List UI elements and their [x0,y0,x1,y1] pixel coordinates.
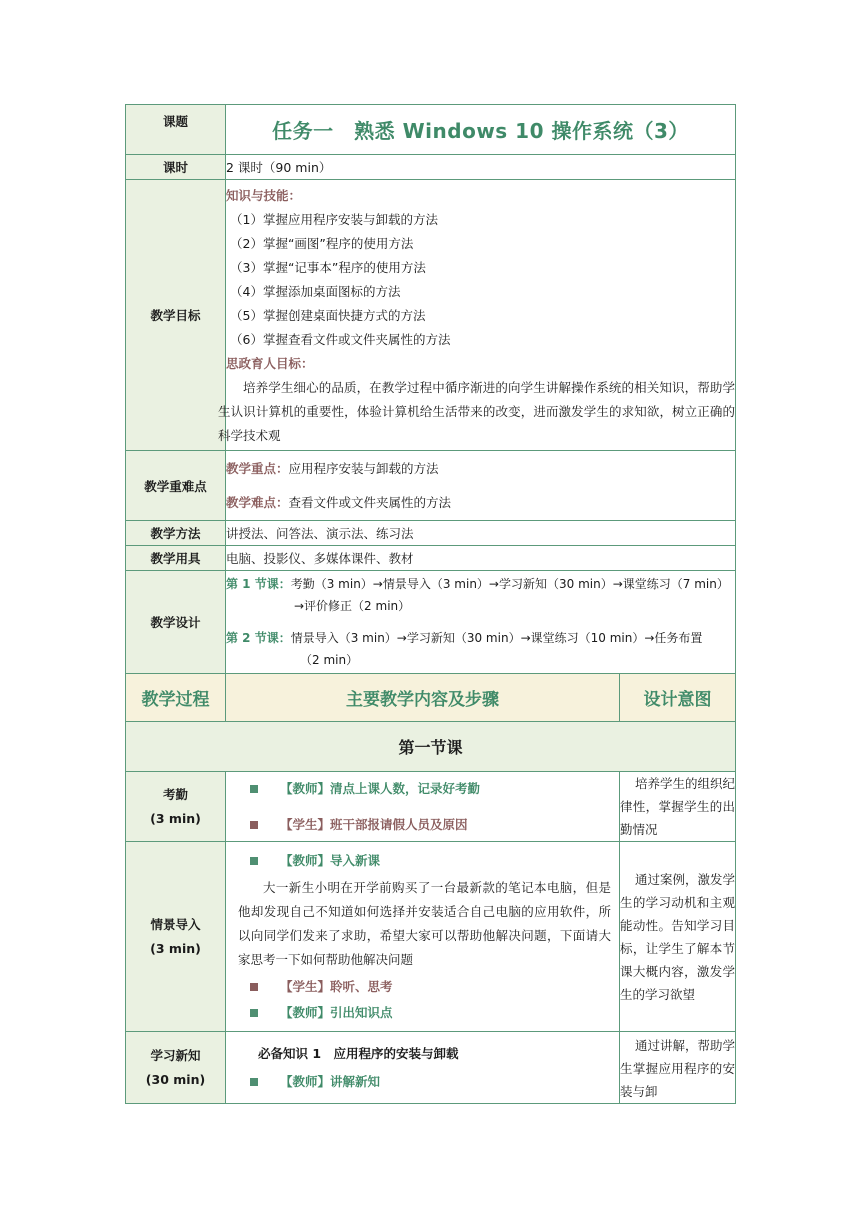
learn-label [126,1032,226,1104]
attendance-student: 【学生】班干部报请假人员及原因 [280,816,468,832]
topic-label: 课题 [126,105,226,155]
process-col-header: 教学过程 [126,674,226,722]
lesson-plan-table [125,104,736,1104]
learn-name: 学习新知 [150,1047,201,1063]
hours-label: 课时 [126,155,226,180]
intro-name: 情景导入 [150,916,201,932]
design-label: 教学设计 [126,571,226,674]
content-col-header: 主要教学内容及步骤 [226,674,620,722]
ideology-text: 培养学生细心的品质，在教学过程中循序渐进的向学生讲解操作系统的相关知识，帮助学生认识计算机的重要性，体验计算机给生活带来的改变，进而激发学生的求知欲，树立正确的科学技术观 [218,380,736,443]
bullet-square-icon [250,1009,258,1017]
hard-point-text: 查看文件或文件夹属性的方法 [288,494,452,510]
key-point-label: 教学重点： [226,460,289,476]
intro-content [226,842,620,1032]
bullet-square-icon [250,983,258,991]
bullet-square-icon [250,1078,258,1086]
knowledge-item: （1）掌握应用程序安装与卸载的方法 [230,212,438,227]
method-text: 讲授法、问答法、演示法、练习法 [226,521,736,546]
design-content [226,571,736,674]
attendance-label [126,772,226,842]
learn-teacher: 【教师】讲解新知 [280,1073,381,1089]
method-label: 教学方法 [126,521,226,546]
knowledge-title: 知识与技能： [226,188,302,203]
attendance-time: (3 min) [150,810,201,826]
lesson1-flow: 考勤（3 min）→情景导入（3 min）→学习新知（30 min）→课堂练习（7 min） [290,577,729,591]
learn-intent: 通过讲解，帮助学生掌握应用程序的安装与卸 [620,1032,736,1104]
knowledge-item: （2）掌握“画图”程序的使用方法 [230,236,414,251]
intro-intent: 通过案例，激发学生的学习动机和主观能动性。告知学习目标，让学生了解本节课大概内容，激发学生的学习欲望 [620,842,736,1032]
knowledge-item: （3）掌握“记事本”程序的使用方法 [230,260,426,275]
intro-time: (3 min) [150,940,201,956]
learn-content [226,1032,620,1104]
hours-value: 2 课时（90 min） [226,155,736,180]
attendance-name: 考勤 [162,786,188,802]
intent-col-header: 设计意图 [620,674,736,722]
lesson2-flow: 情景导入（3 min）→学习新知（30 min）→课堂练习（10 min）→任务布置 [290,631,703,645]
bullet-square-icon [250,857,258,865]
knowledge-item: （5）掌握创建桌面快捷方式的方法 [230,308,426,323]
tools-label: 教学用具 [126,546,226,571]
bullet-square-icon [250,785,258,793]
lesson1-flow-cont: →评价修正（2 min） [294,599,411,613]
lesson-title: 任务一 熟悉 Windows 10 操作系统（3） [226,105,736,155]
objectives-content [218,180,736,451]
difficulty-content [226,451,736,521]
lesson1-label: 第 1 节课： [226,577,291,591]
objectives-label: 教学目标 [126,180,226,451]
bullet-square-icon [250,821,258,829]
ideology-title: 思政育人目标： [226,356,314,371]
lesson2-flow-cont: （2 min） [300,653,359,667]
tools-text: 电脑、投影仪、多媒体课件、教材 [226,546,736,571]
difficulty-label: 教学重难点 [126,451,226,521]
intro-teacher: 【教师】导入新课 [280,852,381,868]
knowledge-item: （6）掌握查看文件或文件夹属性的方法 [230,332,451,347]
lesson2-label: 第 2 节课： [226,631,291,645]
learn-heading: 必备知识 1 应用程序的安装与卸载 [258,1045,459,1061]
knowledge-item: （4）掌握添加桌面图标的方法 [230,284,401,299]
intro-student: 【学生】聆听、思考 [280,978,393,994]
learn-time: (30 min) [145,1071,206,1087]
intro-teacher2: 【教师】引出知识点 [280,1004,393,1020]
intro-label [126,842,226,1032]
key-point-text: 应用程序安装与卸载的方法 [288,460,439,476]
attendance-intent: 培养学生的组织纪律性，掌握学生的出勤情况 [620,772,736,842]
section-title: 第一节课 [126,722,736,772]
hard-point-label: 教学难点： [226,494,289,510]
attendance-teacher: 【教师】清点上课人数，记录好考勤 [280,780,481,796]
intro-story: 大一新生小明在开学前购买了一台最新款的笔记本电脑，但是他却发现自己不知道如何选择并安装适合自己电脑的应用软件，所以向同学们发来了求助，希望大家可以帮助他解决问题，下面请大家思考一下如何帮助他解决问题 [238,879,611,967]
attendance-content [226,772,620,842]
